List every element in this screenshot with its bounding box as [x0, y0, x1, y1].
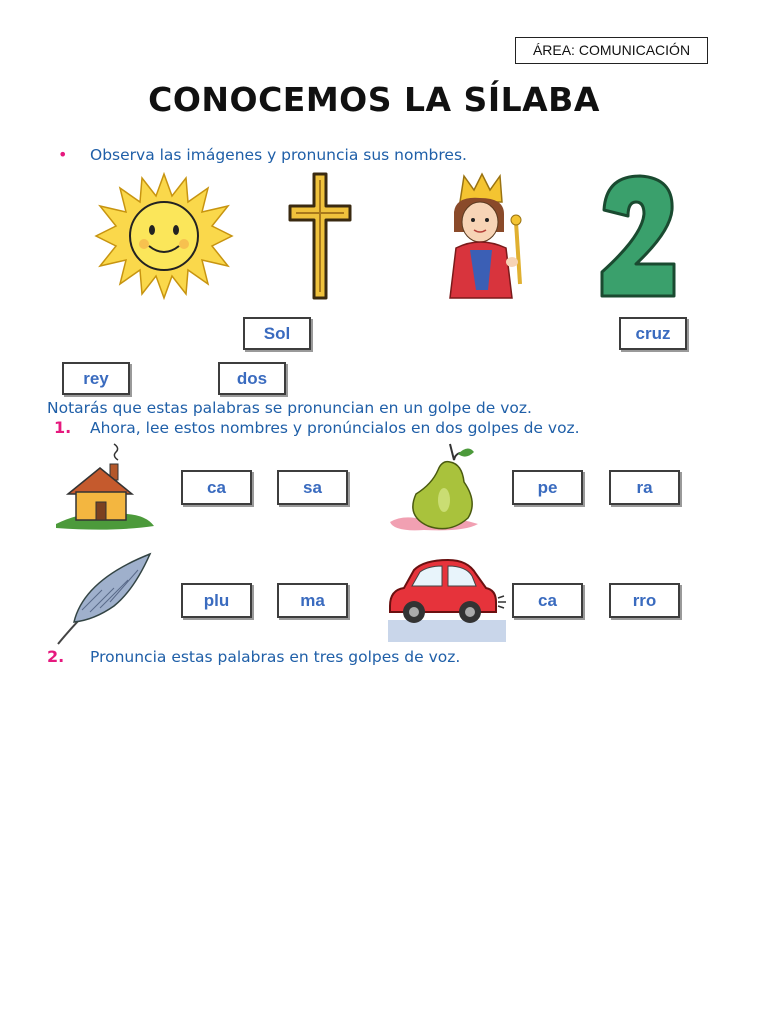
syllable-box-rro: rro — [609, 583, 680, 618]
instruction-number-2: 2. — [47, 647, 65, 666]
number-two-icon — [598, 172, 678, 300]
syllable-box-sa: sa — [277, 470, 348, 505]
word-box-rey: rey — [62, 362, 130, 395]
area-label: ÁREA: COMUNICACIÓN — [515, 37, 708, 64]
syllable-box-plu: plu — [181, 583, 252, 618]
feather-icon — [54, 550, 154, 646]
word-box-dos: dos — [218, 362, 286, 395]
syllable-box-pe: pe — [512, 470, 583, 505]
intro-instruction: Observa las imágenes y pronuncia sus nombres. — [90, 146, 467, 164]
syllable-box-ra: ra — [609, 470, 680, 505]
note-text: Notarás que estas palabras se pronuncian en un golpe de voz. — [47, 399, 532, 417]
sun-icon — [94, 172, 234, 300]
king-icon — [440, 172, 526, 300]
instruction-2-text: Pronuncia estas palabras en tres golpes de voz. — [90, 648, 461, 666]
house-icon — [54, 440, 156, 532]
car-icon — [384, 552, 510, 644]
pear-icon — [384, 440, 484, 534]
cross-icon — [288, 172, 352, 300]
instruction-number-1: 1. — [54, 418, 72, 437]
page-title: CONOCEMOS LA SÍLABA — [148, 80, 600, 119]
syllable-box-ca: ca — [181, 470, 252, 505]
word-box-cruz: cruz — [619, 317, 687, 350]
syllable-box-ma: ma — [277, 583, 348, 618]
bullet-marker: • — [58, 145, 68, 164]
instruction-1-text: Ahora, lee estos nombres y pronúncialos en dos golpes de voz. — [90, 419, 580, 437]
syllable-box-ca-2: ca — [512, 583, 583, 618]
word-box-sol: Sol — [243, 317, 311, 350]
